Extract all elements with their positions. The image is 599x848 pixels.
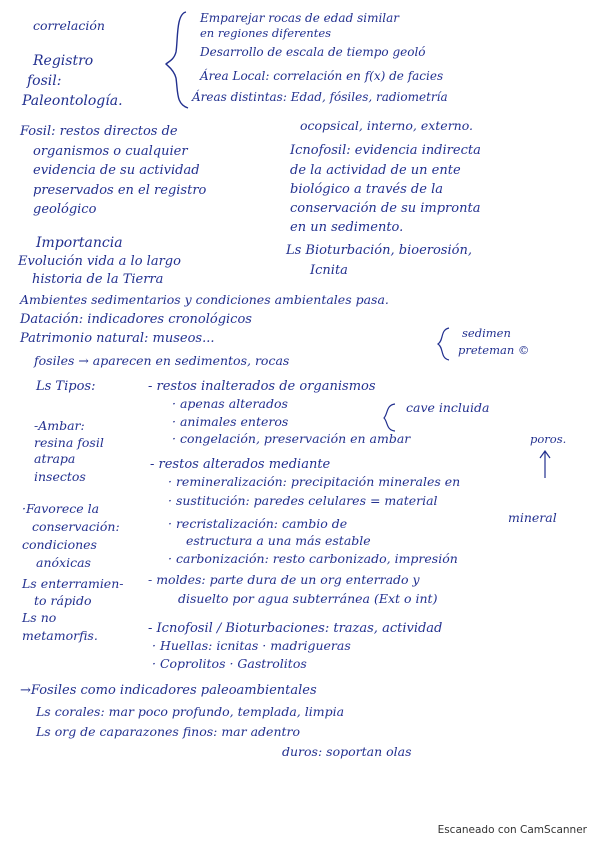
- ambar-1: -Ambar:: [34, 418, 85, 433]
- fosil-def-5: geológico: [33, 202, 97, 217]
- importancia-item-1b: historia de la Tierra: [32, 272, 164, 287]
- enterramiento-3: Ls no: [22, 610, 57, 625]
- alterados-3: · recristalización: cambio de: [168, 516, 348, 531]
- poros: poros.: [530, 432, 567, 446]
- icno-item-1: · Huellas: icnitas · madrigueras: [152, 638, 351, 653]
- correlacion-line-1: Emparejar rocas de edad similar: [200, 11, 400, 25]
- icno-def-5: en un sedimento.: [290, 220, 404, 235]
- correlacion-line-4: Área Local: correlación en f(x) de facies: [200, 69, 444, 83]
- camscanner-footer: Escaneado con CamScanner: [437, 824, 587, 836]
- icno-def-3: biológico a través de la: [290, 182, 443, 197]
- importancia-item-1: Evolución vida a lo largo: [18, 254, 181, 269]
- icno-def-7: Icnita: [310, 263, 348, 278]
- curly-brace-margin: [438, 328, 449, 360]
- curly-brace-top: [166, 12, 188, 108]
- favorece-4: anóxicas: [36, 555, 91, 570]
- arrow-up-icon: [540, 451, 550, 478]
- tipos-sub-3: · congelación, preservación en ambar: [172, 431, 411, 446]
- correlacion-line-5: Áreas distintas: Edad, fósiles, radiometría: [192, 90, 448, 104]
- moldes-1: - moldes: parte dura de un org enterrado y: [148, 572, 420, 587]
- indicadores-1: Ls corales: mar poco profundo, templada, limpia: [36, 704, 345, 719]
- indicadores-title: →Fosiles como indicadores paleoambientales: [20, 683, 317, 698]
- ambar-4: insectos: [34, 469, 86, 484]
- fosiles-aparecen: fosiles → aparecen en sedimentos, rocas: [34, 353, 290, 368]
- restos-alterados: - restos alterados mediante: [150, 457, 331, 472]
- icno-def-4: conservación de su impronta: [290, 201, 481, 216]
- enterramiento-1: Ls enterramien-: [22, 576, 124, 591]
- icno-def-1: Icnofosil: evidencia indirecta: [290, 143, 481, 158]
- indicadores-3: duros: soportan olas: [282, 744, 412, 759]
- ambar-2: resina fosil: [34, 435, 104, 450]
- tipos-head: - restos inalterados de organismos: [148, 379, 376, 394]
- alterados-2b: mineral: [508, 510, 557, 525]
- icno-def-6: Ls Bioturbación, bioerosión,: [286, 243, 472, 258]
- favorece-2: conservación:: [32, 519, 120, 534]
- importancia-title: Importancia: [36, 235, 123, 251]
- label-registro: Registro: [33, 53, 94, 69]
- tipos-sub-2: · animales enteros: [172, 414, 289, 429]
- tipos-label: Ls Tipos:: [36, 379, 96, 394]
- icno-def-0: ocopsical, interno, externo.: [300, 118, 474, 133]
- favorece-1: ·Favorece la: [22, 501, 100, 516]
- cave-incluida: cave incluida: [406, 400, 490, 415]
- icno-item-2: · Coprolitos · Gastrolitos: [152, 656, 307, 671]
- favorece-3: condiciones: [22, 537, 97, 552]
- alterados-1: · remineralización: precipitación minerales en: [168, 474, 461, 489]
- margin-note-1: sedimen: [462, 326, 511, 340]
- label-fosil: fosil:: [27, 73, 62, 89]
- importancia-item-4: Patrimonio natural: museos...: [20, 331, 215, 346]
- icnofosil-line: - Icnofosil / Bioturbaciones: trazas, actividad: [148, 621, 443, 636]
- icno-def-2: de la actividad de un ente: [290, 163, 461, 178]
- enterramiento-4: metamorfis.: [22, 628, 98, 643]
- tipos-sub-1: · apenas alterados: [172, 396, 288, 411]
- label-correlacion: correlación: [33, 18, 105, 33]
- ambar-3: atrapa: [34, 451, 76, 466]
- curly-brace-cave: [384, 404, 395, 431]
- fosil-def-2: organismos o cualquier: [33, 144, 188, 159]
- indicadores-2: Ls org de caparazones finos: mar adentro: [36, 724, 301, 739]
- alterados-2: · sustitución: paredes celulares = material: [168, 493, 438, 508]
- alterados-3b: estructura a una más estable: [186, 533, 371, 548]
- importancia-item-2: Ambientes sedimentarios y condiciones ambientales pasa.: [20, 292, 389, 307]
- moldes-2: disuelto por agua subterránea (Ext o int): [178, 591, 438, 606]
- label-paleontologia: Paleontología.: [22, 93, 123, 109]
- fosil-def-1: Fosil: restos directos de: [20, 124, 178, 139]
- correlacion-line-3: Desarrollo de escala de tiempo geoló: [200, 45, 426, 59]
- margin-note-2: preteman ©: [458, 343, 530, 357]
- alterados-4: · carbonización: resto carbonizado, impresión: [168, 551, 458, 566]
- enterramiento-2: to rápido: [34, 593, 92, 608]
- fosil-def-3: evidencia de su actividad: [33, 163, 200, 178]
- correlacion-line-2: en regiones diferentes: [200, 26, 332, 40]
- fosil-def-4: preservados en el registro: [33, 183, 207, 198]
- importancia-item-3: Datación: indicadores cronológicos: [20, 312, 252, 327]
